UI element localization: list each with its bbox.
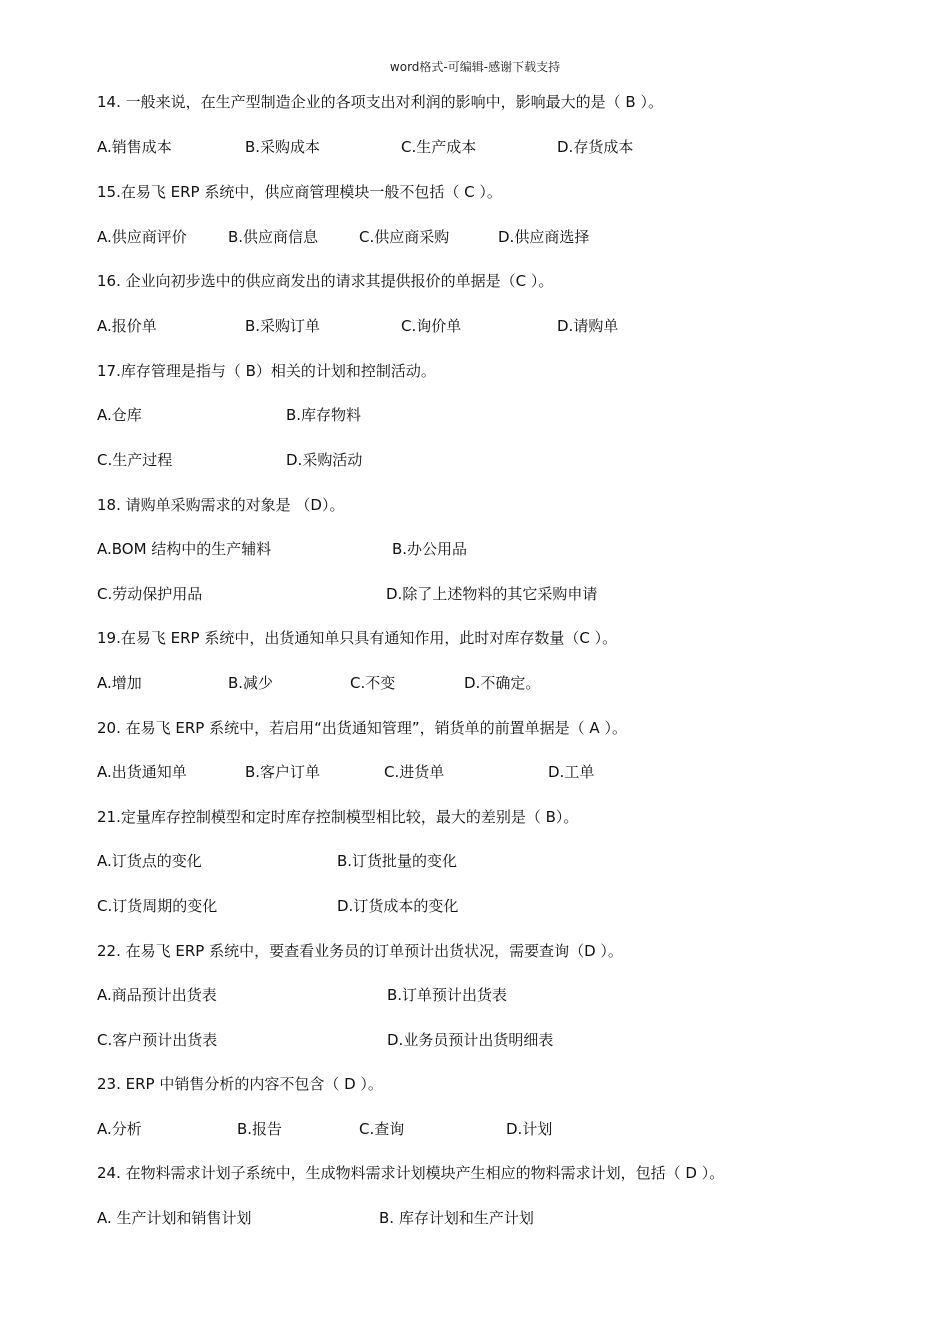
question-21-option-a: A.订货点的变化	[97, 852, 202, 870]
question-20-option-c: C.进货单	[384, 763, 445, 781]
question-22-option-d: D.业务员预计出货明细表	[387, 1031, 554, 1049]
question-17-option-b: B.库存物料	[286, 406, 362, 424]
question-18: 18. 请购单采购需求的对象是 （D）。	[97, 496, 345, 514]
question-21-option-c: C.订货周期的变化	[97, 897, 218, 915]
question-14-option-a: A.销售成本	[97, 138, 172, 156]
question-18-option-b: B.办公用品	[392, 540, 468, 558]
question-16-option-a: A.报价单	[97, 317, 157, 335]
question-23-option-d: D.计划	[506, 1120, 553, 1138]
question-19: 19.在易飞 ERP 系统中，出货通知单只具有通知作用，此时对库存数量（C ）。	[97, 629, 618, 647]
question-22-option-c: C.客户预计出货表	[97, 1031, 218, 1049]
question-16-option-b: B.采购订单	[245, 317, 321, 335]
question-20: 20. 在易飞 ERP 系统中，若启用“出货通知管理”，销货单的前置单据是（ A ）。	[97, 719, 627, 737]
question-15-option-a: A.供应商评价	[97, 228, 187, 246]
question-18-option-a: A.BOM 结构中的生产辅料	[97, 540, 272, 558]
question-20-option-d: D.工单	[548, 763, 595, 781]
question-24-option-b: B. 库存计划和生产计划	[379, 1209, 534, 1227]
question-15-option-b: B.供应商信息	[228, 228, 319, 246]
question-16-option-d: D.请购单	[557, 317, 619, 335]
question-15: 15.在易飞 ERP 系统中，供应商管理模块一般不包括（ C ）。	[97, 183, 502, 201]
question-18-option-c: C.劳动保护用品	[97, 585, 203, 603]
question-21: 21.定量库存控制模型和定时库存控制模型相比较，最大的差别是（ B）。	[97, 808, 579, 826]
question-23-option-b: B.报告	[237, 1120, 283, 1138]
page-header: word格式-可编辑-感谢下载支持	[389, 60, 561, 74]
question-15-option-c: C.供应商采购	[359, 228, 450, 246]
question-17-option-d: D.采购活动	[286, 451, 363, 469]
question-17-option-a: A.仓库	[97, 406, 142, 424]
question-17: 17.库存管理是指与（ B）相关的计划和控制活动。	[97, 362, 436, 380]
question-14-option-c: C.生产成本	[401, 138, 477, 156]
question-16: 16. 企业向初步选中的供应商发出的请求其提供报价的单据是（C ）。	[97, 272, 554, 290]
question-22: 22. 在易飞 ERP 系统中，要查看业务员的订单预计出货状况，需要查询（D ）。	[97, 942, 623, 960]
question-14-option-d: D.存货成本	[557, 138, 634, 156]
question-22-option-b: B.订单预计出货表	[387, 986, 508, 1004]
question-21-option-d: D.订货成本的变化	[337, 897, 459, 915]
question-14-option-b: B.采购成本	[245, 138, 321, 156]
question-20-option-a: A.出货通知单	[97, 763, 187, 781]
question-23-option-a: A.分析	[97, 1120, 142, 1138]
question-23: 23. ERP 中销售分析的内容不包含（ D ）。	[97, 1075, 383, 1093]
question-15-option-d: D.供应商选择	[498, 228, 590, 246]
question-17-option-c: C.生产过程	[97, 451, 173, 469]
question-19-option-b: B.减少	[228, 674, 274, 692]
question-19-option-c: C.不变	[350, 674, 396, 692]
question-16-option-c: C.询价单	[401, 317, 462, 335]
question-14: 14. 一般来说，在生产型制造企业的各项支出对利润的影响中，影响最大的是（ B ）。	[97, 93, 663, 111]
question-19-option-d: D.不确定。	[464, 674, 541, 692]
question-24: 24. 在物料需求计划子系统中，生成物料需求计划模块产生相应的物料需求计划，包括（ D ）。	[97, 1164, 725, 1182]
question-23-option-c: C.查询	[359, 1120, 405, 1138]
question-18-option-d: D.除了上述物料的其它采购申请	[386, 585, 598, 603]
question-20-option-b: B.客户订单	[245, 763, 321, 781]
question-21-option-b: B.订货批量的变化	[337, 852, 458, 870]
question-19-option-a: A.增加	[97, 674, 142, 692]
question-24-option-a: A. 生产计划和销售计划	[97, 1209, 252, 1227]
question-22-option-a: A.商品预计出货表	[97, 986, 217, 1004]
